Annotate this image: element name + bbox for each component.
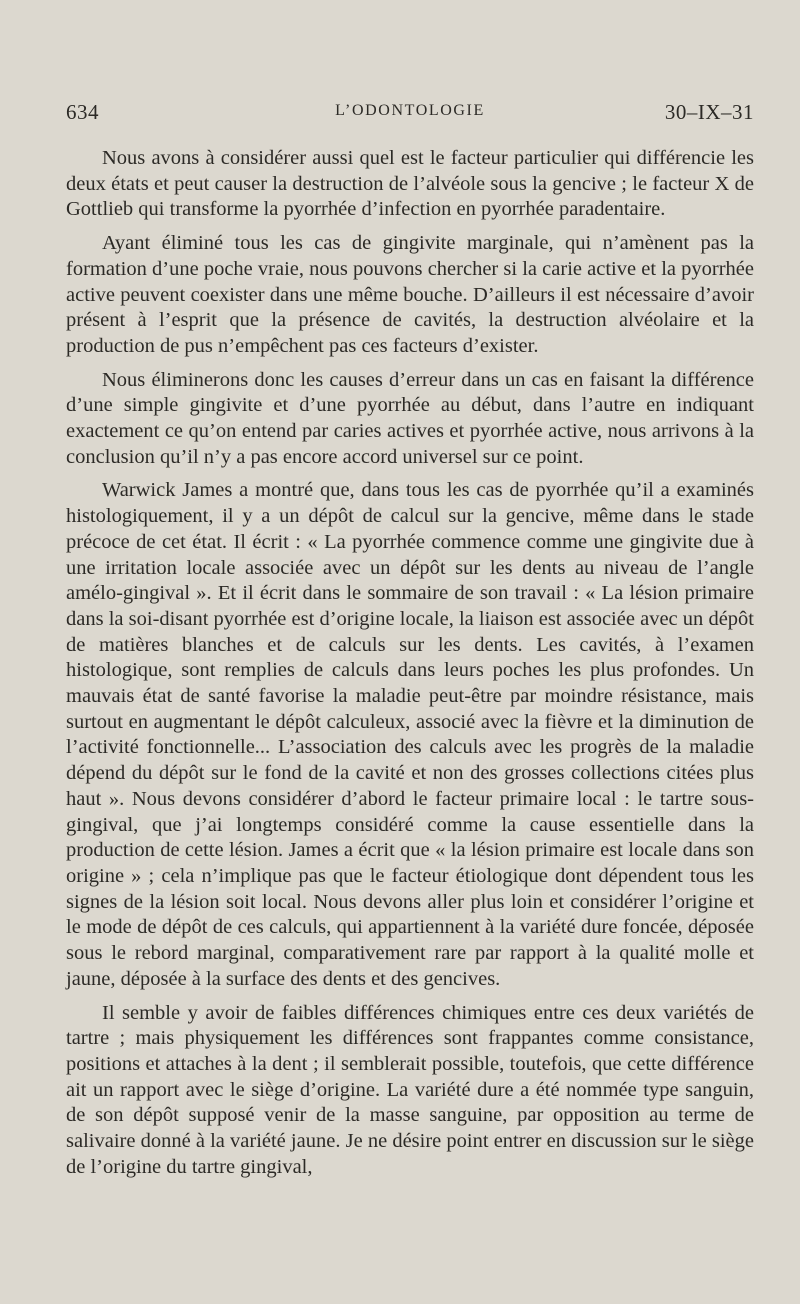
paragraph: Il semble y avoir de faibles différences chimiques entre ces deux variétés de tartre ; mais physiquement les différences sont frappantes comme consistance, positions et attaches à la dent ; il semblerait possible, toutefois, que cette différence ait un rapport avec le siège d’origine. La variété dure a été nommée type sanguin, de son dépôt supposé venir de la masse sanguine, par opposition au terme de salivaire donné à la variété jaune. Je ne désire point entrer en discussion sur le siège de l’origine du tartre gingival, [66, 1001, 754, 1178]
paragraph: Nous avons à considérer aussi quel est le facteur particulier qui différencie les deux états et peut causer la destruction de l’alvéole sous la gencive ; le facteur X de Gottlieb qui transforme la pyorrhée d’infection en pyorrhée paradentaire. [66, 147, 754, 221]
paragraph: Nous éliminerons donc les causes d’erreur dans un cas en faisant la différence d’une simple gingivite et d’une pyorrhée au début, dans l’autre en indiquant exactement ce qu’on entend par caries actives et pyorrhée active, nous arrivons à la conclusion qu’il n’y a pas encore accord universel sur ce point. [66, 368, 754, 468]
page-header [66, 100, 754, 132]
body-text [66, 146, 754, 1188]
issue-date: 30–IX–31 [664, 100, 754, 124]
paragraph: Ayant éliminé tous les cas de gingivite marginale, qui n’amènent pas la formation d’une poche vraie, nous pouvons chercher si la carie active et la pyorrhée active peuvent coexister dans une même bouche. D’ailleurs il est nécessaire d’avoir présent à l’esprit que la présence de cavités, la destruction alvéolaire et la production de pus n’empêchent pas ces facteurs d’exister. [66, 232, 754, 357]
running-title: L’ODONTOLOGIE [335, 102, 485, 119]
paragraph: Warwick James a montré que, dans tous les cas de pyorrhée qu’il a examinés histologiquement, il y a un dépôt de calcul sur la gencive, même dans le stade précoce de cet état. Il écrit : « La pyorrhée commence comme une gingivite due à une irritation locale associée avec un dépôt sur les dents au niveau de l’angle amélo-gingival ». Et il écrit dans le sommaire de son travail : « La lésion primaire dans la soi-disant pyorrhée est d’origine locale, la liaison est associée avec un dépôt de matières blanches et de calculs sur les dents. Les cavités, à l’examen histologique, sont remplies de calculs dans leurs poches les plus profondes. Un mauvais état de santé favorise la maladie peut-être par moindre résistance, mais surtout en augmentant le dépôt calculeux, associé avec la fièvre et la diminution de l’activité fonctionnelle... L’association des calculs avec les progrès de la maladie dépend du dépôt sur le fond de la cavité et non des grosses collections citées plus haut ». Nous devons considérer d’abord le facteur primaire local : le tartre sous-gingival, que j’ai longtemps considéré comme la cause essentielle dans la production de cette lésion. James a écrit que « la lésion primaire est locale dans son origine » ; cela n’implique pas que le facteur étiologique dont dépendent tous les signes de la lésion soit local. Nous devons aller plus loin et considérer l’origine et le mode de dépôt de ces calculs, qui appartiennent à la variété dure foncée, déposée sous le rebord marginal, comparativement rare par rapport à la qualité molle et jaune, déposée à la surface des dents et des gencives. [66, 479, 754, 990]
page-number: 634 [66, 100, 99, 124]
